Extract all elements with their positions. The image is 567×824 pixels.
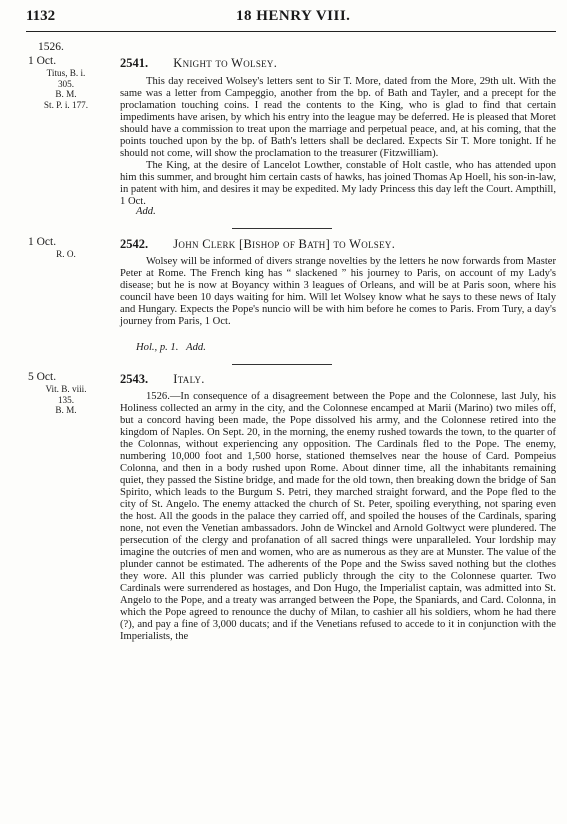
entry-date: 1 Oct. — [28, 236, 57, 248]
entry-title: Knight to Wolsey. — [173, 56, 278, 70]
ref-line: 135. — [57, 394, 75, 405]
paragraph: Wolsey will be informed of divers strange novelties by the letters he now forwards from Master Peter at Rome. The French king has “ slackened ” his journey to Paris, on account of my Lady's disease; but he is now at Boyancy within 3 leagues of Orleans, and will be at Paris soon, where his council have been 10 days waiting for him. Will let Wolsey know what he says to these news of Italy and Hungary. Expects the Pope's nuncio will be with him before he comes to Paris. From Tury, a day's journey from Paris, 1 Oct. — [120, 256, 556, 327]
ref-line: B. M. — [55, 405, 77, 416]
entry-body-2543 — [120, 391, 556, 643]
ref-line: R. O. — [56, 248, 76, 259]
paragraph: 1526.—In consequence of a disagreement between the Pope and the Colonnese, last July, his Holiness collected an army in the city, and the Colonnese encamped at Marii (Marino) two miles off, but a concord having been made, the Pope dissolved his army, and the Colonnese retired into the kingdom of Naples. On Sept. 20, in the morning, the enemy rushed towards the town, to the quarter of the Colonnas, without experiencing any opposition. The Cardinals fled to the Pope. The enemy, numbering 10,000 foot and 1,500 horse, stationed themselves near the house of Card. Pompeius Colonna, and then in a body rushed upon Rome. About dinner time, all the inhabitants remaining quiet, they passed the Sistine bridge, and made for the old town, then breaking down the bridge of San Spirito, which leads to the Burgum S. Petri, they marched straight forward, and the Pope fled to the city of St. Angelo. The enemy attacked the church of St. Peter, spoiling everything, not sparing even the host. All the goods in the palace they carried off, and spoiled the houses of the Cardinals, sparing none, not even the Venetian ambassadors. John de Winckel and Arnold Goltwyct were plundered. The persecution of the clergy and profanation of all sacred things were unparalleled. Your lordship may imagine the outcries of men and women, who are as numerous as they are at Munster. The value of the plunder cannot be estimated. The adherents of the Pope and the Swiss saved nothing but the clothes they wore. All this plunder was carried publicly through the city to the Colonnese quarter. Two Cardinals were surrendered as hostages, and Don Hugo, the Imperialist captain, was admitted into St. Angelo to the Pope, and a treaty was arranged between the Pope, the Spaniards, and Card. Colonna, in which the Pope agreed to renounce the duchy of Milan, to cashier all his soldiers, whom he had there (?), and pay a fine of 3,000 ducats; and if the Venetians refused to accede to it in conjunction with the Imperialists, the — [120, 391, 556, 642]
entry-number: 2543. — [120, 372, 149, 386]
paragraph: The King, at the desire of Lancelot Lowther, constable of Holt castle, who has attended upon him this summer, and brought him certain casts of hawks, has joined Thomas Ap Hoell, his son-in-law, in patent with him, and desires it may be expedited. My lady Princess this day left the Court. Ampthill, 1 Oct. — [120, 160, 556, 207]
paragraph: This day received Wolsey's letters sent to Sir T. More, dated from the More, 29th ult. With the same was a letter from Campeggio, another from the bp. of Bath and Tayler, and a precept for the proclamation touching coins. I read the contents to the King, who is glad to find that certain impediments have arisen, by which his entry into the league may be deferred. He is pleased that Moret should have a commission to treat upon the marriage and perpetual peace, and, at his coming, that the points touched upon by the bp. of Bath's letters shall be declared. Expects Sir T. More tonight. If he should not come, will show the proclamation to the treasurer (Fitzwilliam). — [120, 76, 556, 159]
entry-title: John Clerk [Bishop of Bath] to Wolsey. — [173, 237, 396, 251]
ref-line: St. P. i. 177. — [43, 100, 89, 111]
header-rule — [26, 31, 556, 32]
entry-separator — [232, 228, 332, 229]
entry-body-2542 — [120, 256, 556, 328]
margin-note-2543 — [26, 372, 106, 416]
entry-body-2541 — [120, 76, 556, 208]
ref-line: B. M. — [55, 89, 77, 100]
ref-line: 305. — [57, 78, 75, 89]
entry-date: 5 Oct. — [28, 371, 57, 383]
entry-heading-2542 — [120, 237, 395, 252]
ref-line: Titus, B. i. — [46, 67, 86, 78]
entry-signature: Hol., p. 1. Add. — [136, 342, 206, 353]
running-header — [26, 8, 556, 30]
running-title: 18 HENRY VIII. — [236, 8, 351, 24]
entry-number: 2542. — [120, 237, 149, 251]
year-label: 1526. — [38, 41, 64, 53]
margin-note-2541 — [26, 56, 106, 111]
entry-number: 2541. — [120, 56, 149, 70]
margin-note-2542 — [26, 237, 106, 260]
entry-separator — [232, 364, 332, 365]
entry-heading-2541 — [120, 56, 277, 71]
entry-signature: Add. — [136, 206, 156, 217]
entry-title: Italy. — [173, 372, 205, 386]
page-number: 1132 — [26, 8, 56, 24]
entry-heading-2543 — [120, 372, 205, 387]
ref-line: Vit. B. viii. — [45, 383, 87, 394]
entry-date: 1 Oct. — [28, 55, 57, 67]
